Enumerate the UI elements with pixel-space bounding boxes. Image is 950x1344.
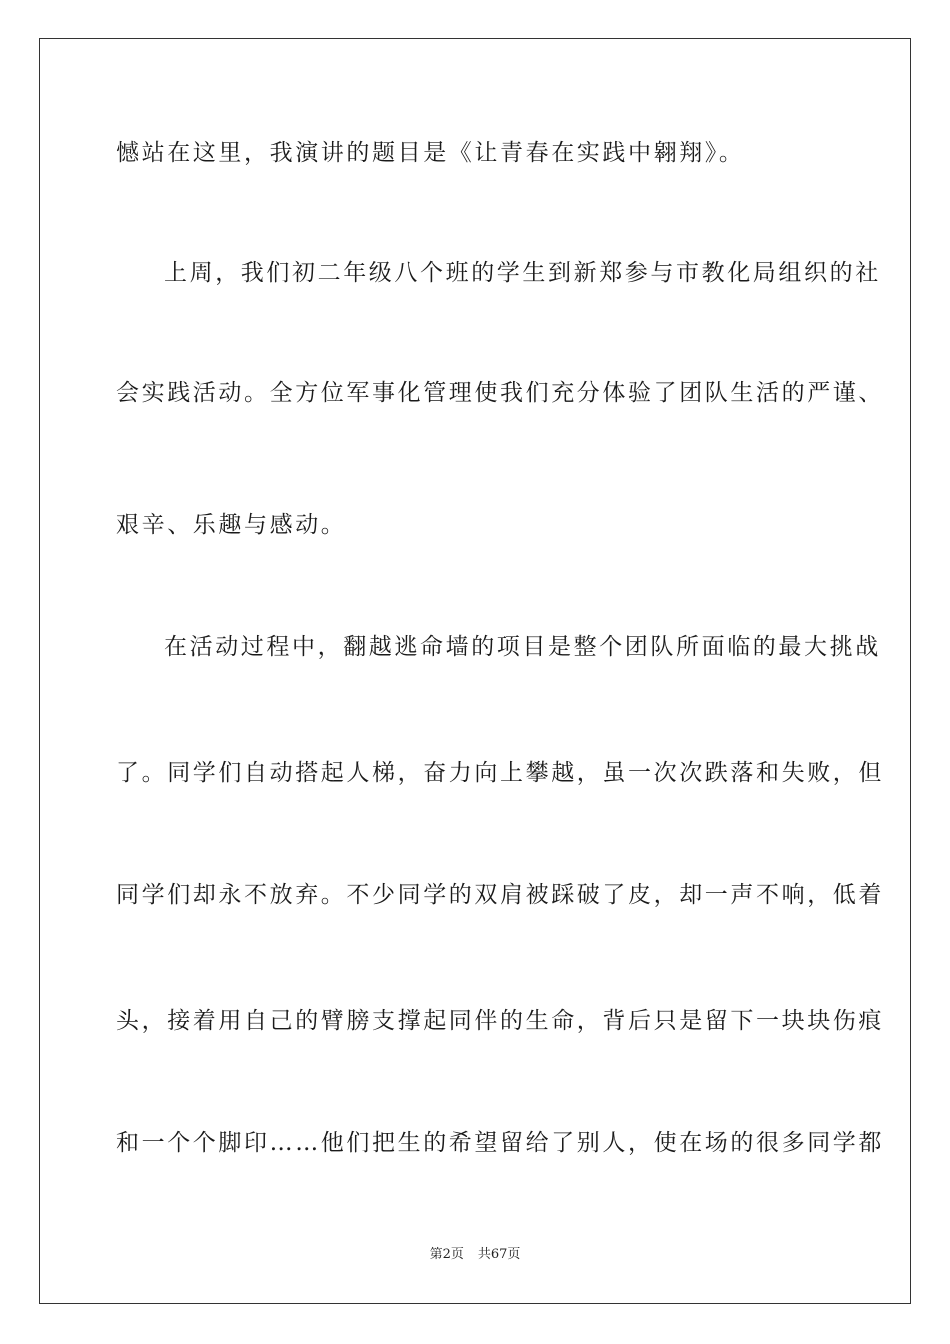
body-line-2: 上周，我们初二年级八个班的学生到新郑参与市教化局组织的社 <box>164 260 881 286</box>
body-line-7: 同学们却永不放弃。不少同学的双肩被踩破了皮，却一声不响，低着 <box>116 882 884 908</box>
body-line-4: 艰辛、乐趣与感动。 <box>116 512 347 538</box>
page-total: 共67页 <box>477 1247 521 1262</box>
page-footer <box>0 1246 950 1264</box>
body-line-9: 和一个个脚印……他们把生的希望留给了别人，使在场的很多同学都 <box>116 1130 884 1156</box>
page-number: 第2页 <box>429 1247 464 1262</box>
body-line-6: 了。同学们自动搭起人梯，奋力向上攀越，虽一次次跌落和失败，但 <box>116 760 884 786</box>
body-line-1: 憾站在这里，我演讲的题目是《让青春在实践中翱翔》。 <box>116 140 745 166</box>
body-line-3: 会实践活动。全方位军事化管理使我们充分体验了团队生活的严谨、 <box>116 380 884 406</box>
body-line-5: 在活动过程中，翻越逃命墙的项目是整个团队所面临的最大挑战 <box>164 634 881 660</box>
page-border <box>39 38 911 1304</box>
body-line-8: 头，接着用自己的臂膀支撑起同伴的生命，背后只是留下一块块伤痕 <box>116 1008 884 1034</box>
